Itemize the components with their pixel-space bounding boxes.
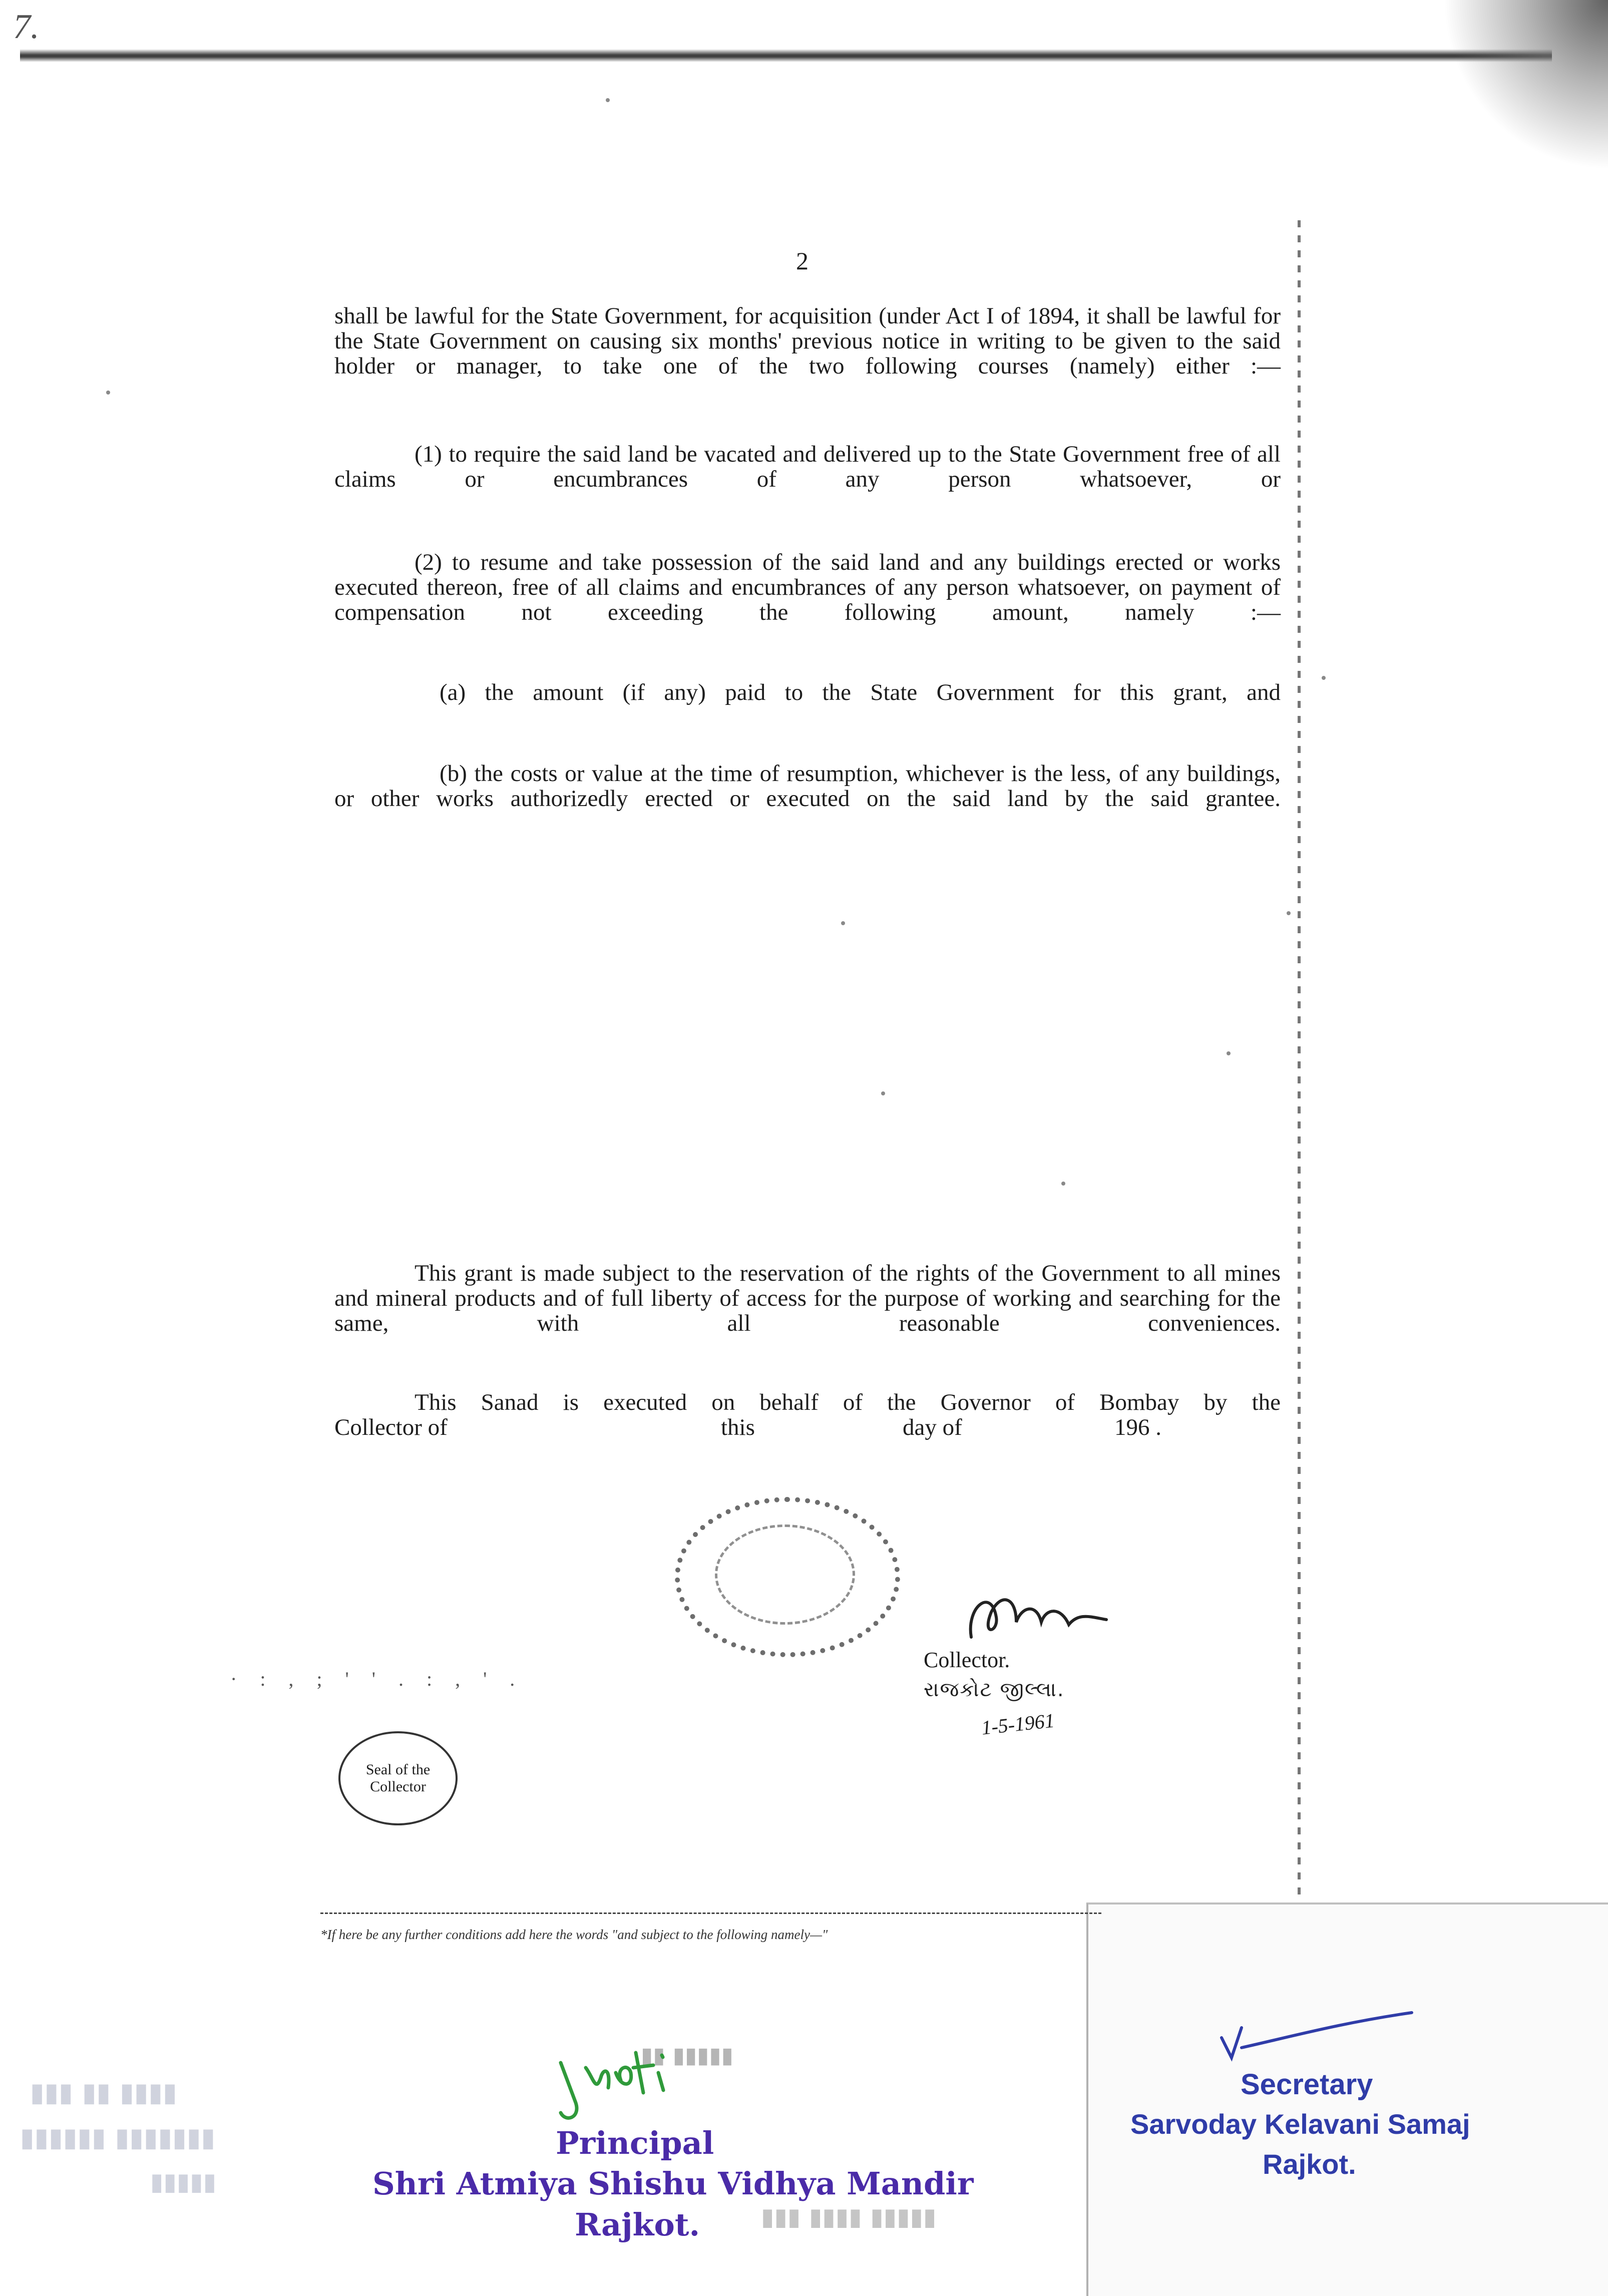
footnote: *If here be any further conditions add here the words "and subject to the following namely—"	[320, 1927, 828, 1942]
paragraph-course-1: (1) to require the said land be vacated and delivered up to the State Government free of all claims or encumbrances of any person whatsoever, or	[334, 441, 1281, 492]
scan-speckle	[1322, 676, 1326, 680]
scan-speckle	[1287, 911, 1291, 915]
paragraph-clause-a: (a) the amount (if any) paid to the State Government for this grant, and	[440, 679, 1281, 705]
collector-signature-icon	[961, 1577, 1141, 1652]
execution-day-label: day of	[903, 1414, 962, 1440]
ghost-stamp-bleed-5: ▮▮ ▮▮▮▮▮	[641, 2043, 733, 2068]
secretary-stamp-title: Secretary	[1241, 2068, 1373, 2101]
paragraph-clause-b: (b) the costs or value at the time of resumption, whichever is the less, of any buildings, or other works authorizedly erected or executed on the said land by the said grantee.	[334, 760, 1281, 812]
collector-title: Collector.	[924, 1648, 1010, 1672]
ghost-stamp-bleed-2: ▮▮▮▮▮▮▮ ▮▮▮▮▮▮	[20, 2123, 216, 2153]
collector-office-seal-inner-ring	[715, 1524, 855, 1625]
seal-line-1: Seal of the	[365, 1761, 431, 1778]
seal-of-the-collector	[338, 1731, 458, 1825]
signature-date: 1-5-1961	[980, 1709, 1056, 1739]
scan-top-edge-shadow	[20, 49, 1552, 62]
page-number: 2	[796, 247, 809, 275]
footnote-divider	[320, 1912, 1101, 1914]
scan-speckle	[1061, 1182, 1065, 1186]
secretary-stamp-city: Rajkot.	[1263, 2148, 1356, 2180]
ghost-stamp-bleed-4: ▮▮▮▮▮ ▮▮▮▮ ▮▮▮	[761, 2203, 937, 2231]
execution-year-label: 196 .	[1114, 1414, 1161, 1440]
scan-speckle	[1227, 1051, 1231, 1055]
paragraph-course-2: (2) to resume and take possession of the said land and any buildings erected or works executed thereon, free of all claims and encumbrances of any person whatsoever, on payment of compensation not exceeding the following amount, namely :—	[334, 549, 1281, 625]
scan-speckle	[106, 391, 110, 395]
scan-right-margin-line	[1298, 220, 1301, 1912]
paragraph-reservation: This grant is made subject to the reservation of the rights of the Government to all mines and mineral products and of full liberty of access for the purpose of working and searching for the same, with all reasonable conveniences.	[334, 1260, 1281, 1336]
faint-scribble-marks: · : , ; ' ' . : , ' .	[230, 1668, 524, 1690]
paragraph-execution: This Sanad is executed on behalf of the Governor of Bombay by the	[415, 1389, 1281, 1415]
scan-speckle	[841, 921, 845, 925]
scan-corner-shadow	[1443, 0, 1608, 170]
principal-stamp-city: Rajkot.	[575, 2206, 700, 2243]
scan-speckle	[606, 98, 610, 102]
principal-stamp-school: Shri Atmiya Shishu Vidhya Mandir	[372, 2165, 974, 2202]
ghost-stamp-bleed-1: ▮▮▮▮ ▮▮ ▮▮▮	[30, 2078, 177, 2108]
execution-collector-label: Collector of	[334, 1414, 448, 1440]
seal-line-2: Collector	[370, 1778, 426, 1795]
principal-signature-icon	[546, 2033, 676, 2133]
paragraph-intro: shall be lawful for the State Government, for acquisition (under Act I of 1894, it shall be lawful for the State Government on causing six months' previous notice in writing to be given to the said holder or manager, to take one of the two following courses (namely) either :—	[334, 303, 1281, 379]
execution-this-label: this	[721, 1414, 755, 1440]
secretary-stamp-org: Sarvoday Kelavani Samaj	[1130, 2108, 1470, 2140]
execution-fill-row	[334, 1415, 1281, 1440]
scan-speckle	[881, 1091, 885, 1095]
principal-stamp-title: Principal	[556, 2125, 714, 2161]
page-corner-mark: 7.	[13, 8, 40, 46]
secretary-signature-icon	[1212, 2008, 1422, 2068]
ghost-stamp-bleed-3: ▮▮▮▮▮	[150, 2168, 217, 2196]
collector-gujarati-designation: રાજકોટ જીલ્લા.	[924, 1678, 1065, 1701]
